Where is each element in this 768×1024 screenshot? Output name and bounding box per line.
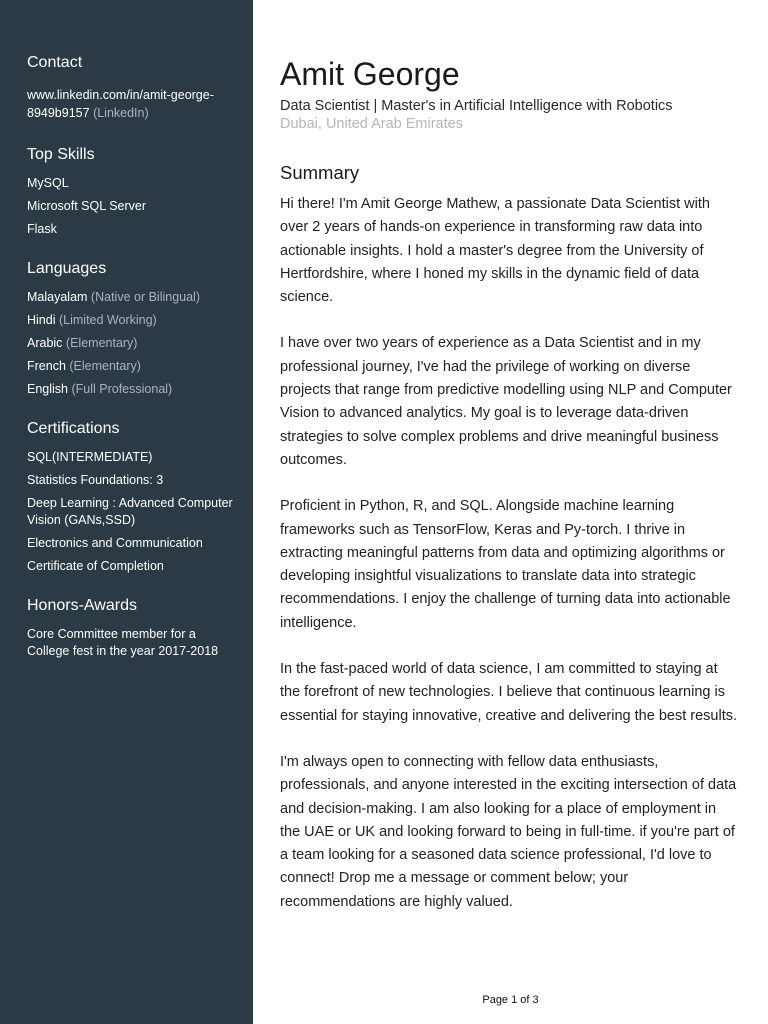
contact-section [27,54,233,122]
language-name: French [27,359,66,373]
linkedin-link[interactable] [27,86,233,122]
skill-item: MySQL [27,176,69,190]
language-name: Hindi [27,313,56,327]
language-item [27,335,233,352]
language-name: Arabic [27,336,63,350]
language-item [27,358,233,375]
main-content [280,0,740,937]
languages-section [27,260,233,398]
summary-paragraph: Hi there! I'm Amit George Mathew, a passionate Data Scientist with over 2 years of hands-on experience in transforming raw data into actionable insights. I hold a master's degree from the University of Hertfordshire, where I honed my skills in the dynamic field of data science. [280,196,710,306]
language-name: English [27,382,68,396]
sidebar [0,0,253,1024]
contact-heading: Contact [27,54,83,71]
language-level: (Limited Working) [58,313,157,327]
certification-item: Statistics Foundations: 3 [27,473,164,487]
language-level: (Full Professional) [71,382,173,396]
summary-paragraph: I have over two years of experience as a Data Scientist and in my professional journey, I've had the privilege of working on diverse projects that range from predictive modelling using NLP and Computer Vision to advanced analytics. My goal is to leverage data-driven strategies to solve complex problems and drive meaningful business outcomes. [280,335,732,468]
languages-heading: Languages [27,260,107,277]
certification-item: Certificate of Completion [27,559,164,573]
language-item [27,289,233,306]
summary-paragraph: I'm always open to connecting with fellow data enthusiasts, professionals, and anyone interested in the exciting intersection of data and decision-making. I am also looking for a place of employment in the UAE or UK and looking forward to being in full-time. if you're part of a team looking for a seasoned data science professional, I'd love to connect! Drop me a message or comment below; your recommendations are highly valued. [280,753,737,910]
language-level: (Elementary) [69,359,141,373]
language-level: (Native or Bilingual) [90,290,200,304]
language-item [27,312,233,329]
top-skills-section [27,146,233,238]
certifications-heading: Certifications [27,420,120,437]
honors-heading: Honors-Awards [27,597,137,614]
top-skills-heading: Top Skills [27,146,95,163]
certification-item: Electronics and Communication [27,536,203,550]
certifications-section [27,420,233,575]
certification-item: SQL(INTERMEDIATE) [27,450,153,464]
linkedin-url[interactable]: www.linkedin.com/in/amit-george-8949b9157 [27,88,214,120]
skill-item: Microsoft SQL Server [27,199,147,213]
summary-heading: Summary [280,162,360,183]
language-name: Malayalam [27,290,88,304]
certification-item: Deep Learning : Advanced Computer Vision (GANs,SSD) [27,496,233,527]
summary-paragraph: Proficient in Python, R, and SQL. Alongside machine learning frameworks such as TensorFlow, Keras and Py-torch. I thrive in extracting meaningful patterns from data and optimizing algorithms or developing insightful visualizations to translate data into strategic recommendations. I enjoy the challenge of turning data into actionable intelligence. [280,498,731,631]
language-item [27,381,233,398]
summary-paragraph: In the fast-paced world of data science, I am committed to staying at the forefront of new technologies. I believe that continuous learning is essential for staying innovative, creative and delivering the best results. [280,661,737,724]
page-number: Page 1 of 3 [482,994,539,1006]
linkedin-suffix: (LinkedIn) [93,106,149,120]
skill-item: Flask [27,222,57,236]
honors-section [27,597,233,660]
candidate-name: Amit George [280,56,460,92]
location: Dubai, United Arab Emirates [280,116,463,132]
language-level: (Elementary) [65,336,138,350]
honor-item: Core Committee member for a College fest in the year 2017-2018 [27,627,219,658]
headline: Data Scientist | Master's in Artificial Intelligence with Robotics [280,98,673,114]
